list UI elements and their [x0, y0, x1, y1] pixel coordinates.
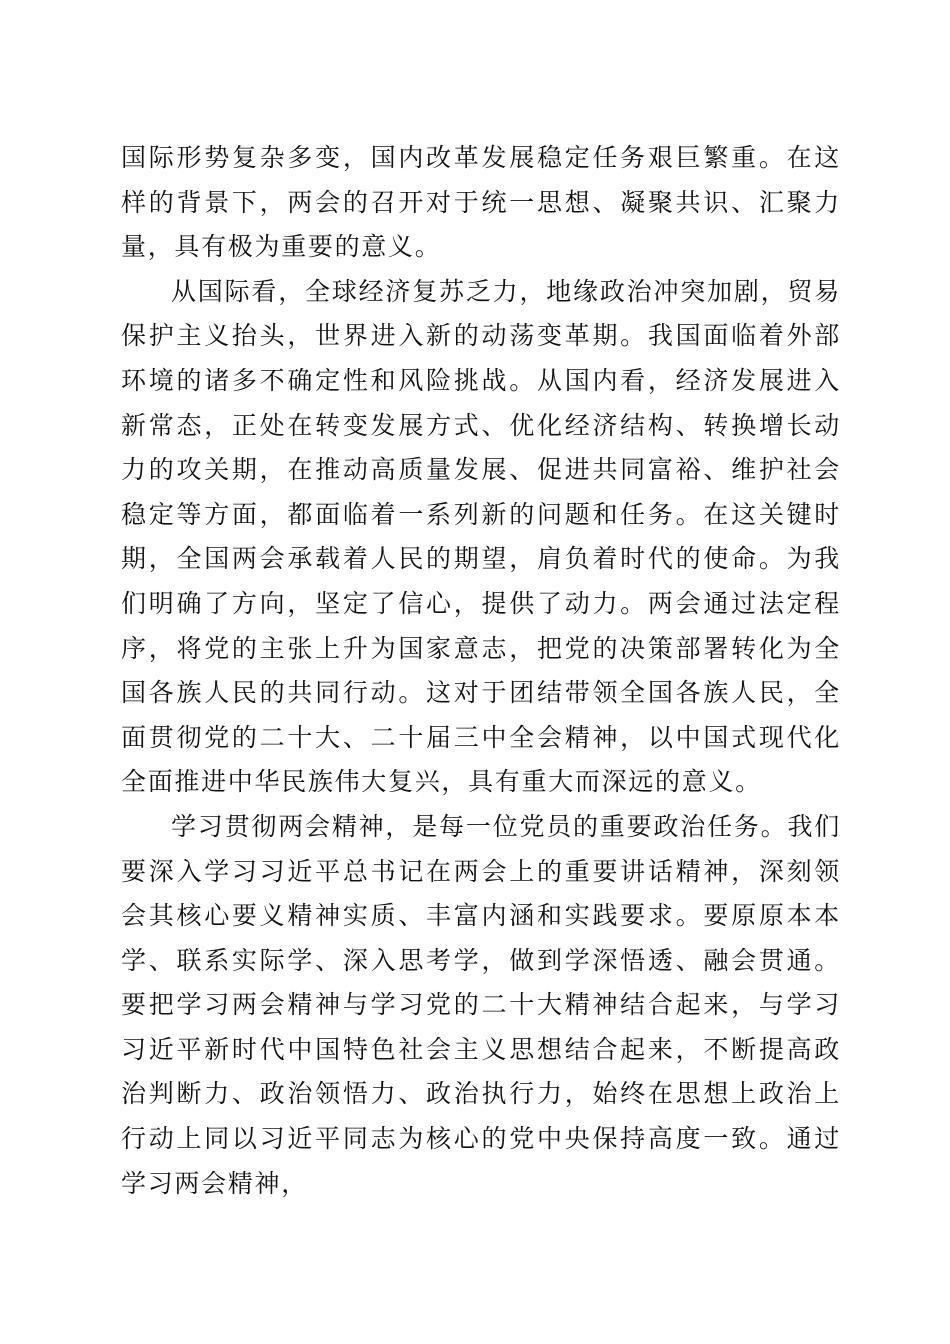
paragraph-situation-analysis: 从国际看，全球经济复苏乏力，地缘政治冲突加剧，贸易保护主义抬头，世界进入新的动荡变革期。我国面临着外部环境的诸多不确定性和风险挑战。从国内看，经济发展进入新常态，正处在转变发展方式、优化经济结构、转换增长动力的攻关期，在推动高质量发展、促进共同富裕、维护社会稳定等方面，都面临着一系列新的问题和任务。在这关键时期，全国两会承载着人民的期望，肩负着时代的使命。为我们明确了方向，坚定了信心，提供了动力。两会通过法定程序，将党的主张上升为国家意志，把党的决策部署转化为全国各族人民的共同行动。这对于团结带领全国各族人民，全面贯彻党的二十大、二十届三中全会精神，以中国式现代化全面推进中华民族伟大复兴，具有重大而深远的意义。 [121, 276, 841, 797]
document-body [121, 136, 841, 1206]
paragraph-study-requirements: 学习贯彻两会精神，是每一位党员的重要政治任务。我们要深入学习习近平总书记在两会上的重要讲话精神，深刻领会其核心要义精神实质、丰富内涵和实践要求。要原原本本学、联系实际学、深入思考学，做到学深悟透、融会贯通。要把学习两会精神与学习党的二十大精神结合起来，与学习习近平新时代中国特色社会主义思想结合起来，不断提高政治判断力、政治领悟力、政治执行力，始终在思想上政治上行动上同以习近平同志为核心的党中央保持高度一致。通过学习两会精神， [121, 811, 841, 1198]
paragraph-continuation: 国际形势复杂多变，国内改革发展稳定任务艰巨繁重。在这样的背景下，两会的召开对于统一思想、凝聚共识、汇聚力量，具有极为重要的意义。 [121, 143, 841, 262]
